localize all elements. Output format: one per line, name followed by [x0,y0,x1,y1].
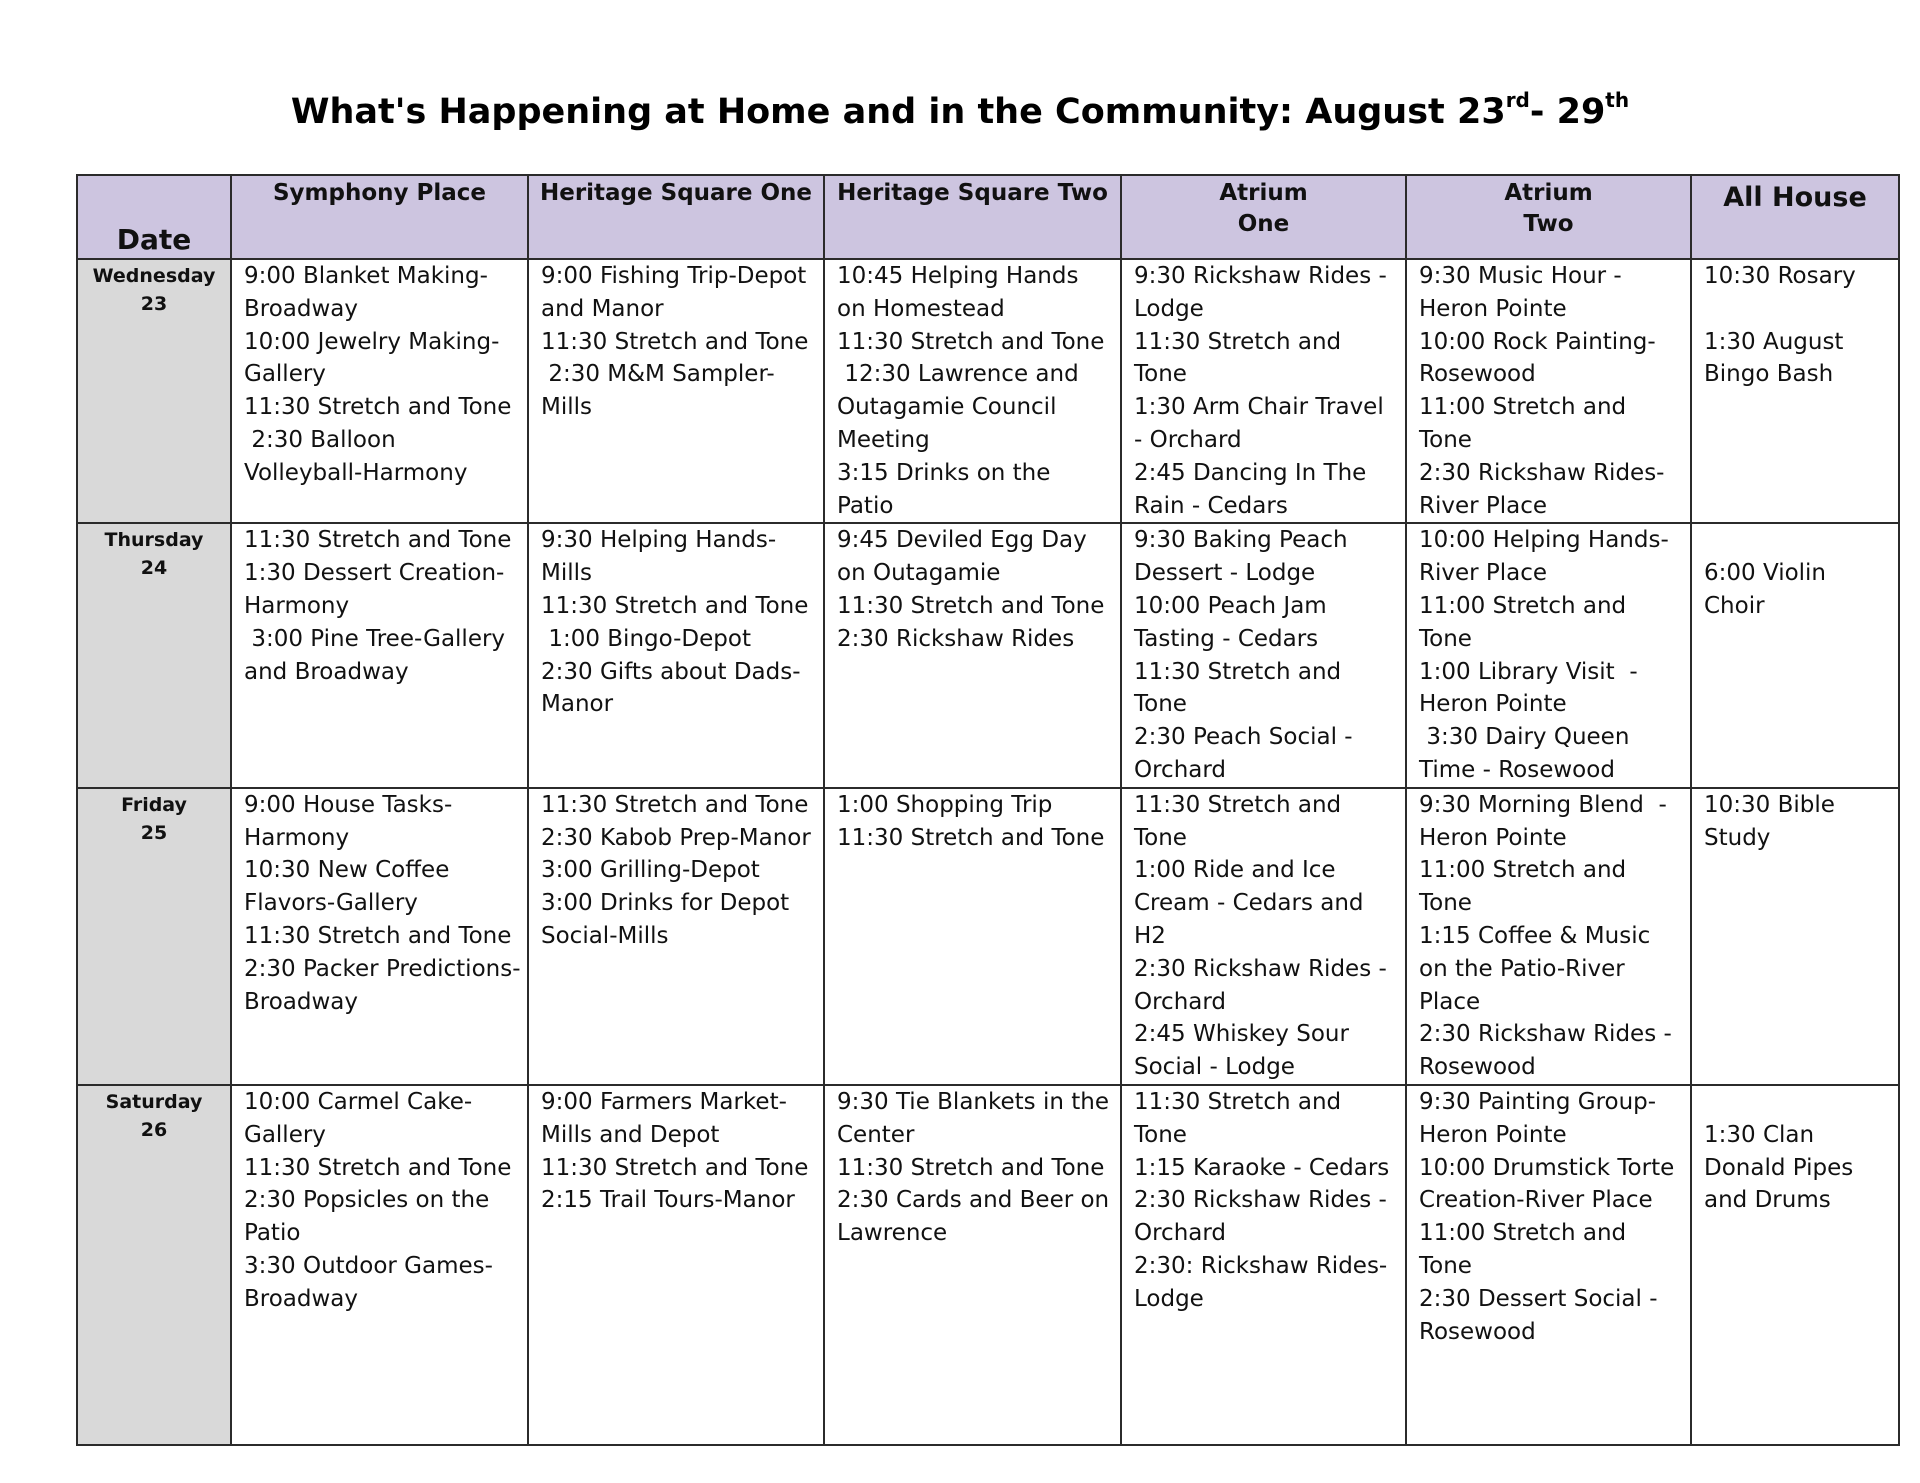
event-item: 9:30 Rickshaw Rides - Lodge [1134,263,1395,322]
date-column-header: Date [77,175,231,259]
schedule-cell [1121,788,1406,1085]
event-item: 11:00 Stretch and Tone [1419,592,1634,652]
event-item: 10:30 New Coffee Flavors-Gallery [244,857,457,917]
event-item: 9:45 Deviled Egg Day on Outagamie [837,527,1095,587]
event-item: 9:30 Baking Peach Dessert - Lodge [1134,527,1355,587]
schedule-cell [1691,788,1899,1085]
schedule-cell [231,1085,528,1445]
column-header-label: Heritage Square One [539,180,813,206]
event-item: 2:30 Rickshaw Rides - Orchard [1134,1187,1395,1247]
schedule-cell [231,788,528,1085]
event-item: 2:30 Popsicles on the Patio [244,1187,497,1247]
schedule-cell [528,1085,824,1445]
event-item: 1:00 Ride and Ice Cream - Cedars and H2 [1134,857,1371,949]
schedule-cell [1691,1085,1899,1445]
column-header-heritage-square-two [824,175,1121,259]
column-header-atrium-two [1406,175,1691,259]
event-item: 11:30 Stretch and Tone [837,328,1105,355]
title-main: What's Happening at Home and in the Community: August 23 [290,92,1506,132]
schedule-cell [1406,1085,1691,1445]
event-item: 2:30 Cards and Beer on Lawrence [837,1187,1117,1247]
schedule-cell [528,788,824,1085]
event-item: 1:30 Clan Donald Pipes and Drums [1704,1121,1861,1214]
schedule-cell [528,523,824,787]
title-range-end: - 29 [1529,92,1606,132]
event-item: 2:30 Gifts about Dads-Manor [541,658,801,718]
event-item: 3:00 Grilling-Depot [541,857,760,884]
column-header-symphony-place [231,175,528,259]
event-item: 6:00 Violin Choir [1704,560,1834,619]
schedule-cell [1406,523,1691,787]
day-number: 26 [140,1118,168,1141]
event-item: 2:30 Dessert Social - Rosewood [1419,1285,1665,1345]
event-item: 9:30 Music Hour - Heron Pointe [1419,263,1630,322]
day-name: Saturday [105,1090,203,1113]
event-item: 2:45 Whiskey Sour Social - Lodge [1134,1021,1357,1081]
event-item: 10:00 Helping Hands-River Place [1419,527,1669,587]
event-item: 10:00 Rock Painting-Rosewood [1419,328,1656,388]
event-item: 3:00 Pine Tree-Gallery and Broadway [244,625,513,685]
table-row-friday [77,788,1899,1085]
event-item: 2:30 Rickshaw Rides - Orchard [1134,955,1395,1015]
event-item: 1:15 Coffee & Music on the Patio-River Place [1419,922,1658,1015]
date-cell [77,1085,231,1445]
schedule-cell [1121,259,1406,523]
schedule-cell [824,259,1121,523]
event-item: 2:30 Kabob Prep-Manor [541,824,811,851]
event-item: 11:30 Stretch and Tone [244,922,512,949]
schedule-cell [1406,259,1691,523]
event-item: 3:30 Dairy Queen Time - Rosewood [1419,724,1637,783]
event-item: 11:30 Stretch and Tone [541,592,809,619]
event-item: 11:30 Stretch and Tone [837,592,1105,619]
schedule-cell [1691,523,1899,787]
column-header-heritage-square-one [528,175,824,259]
column-header-label: Heritage Square Two [837,180,1108,206]
schedule-cell [824,523,1121,787]
day-number: 24 [140,557,168,580]
event-item: 11:30 Stretch and Tone [837,1154,1105,1181]
event-item: 10:30 Bible Study [1704,791,1843,851]
event-item: 2:30 Balloon Volleyball-Harmony [244,426,468,486]
title-superscript-start: rd [1505,88,1530,112]
event-item: 11:30 Stretch and Tone [541,1154,809,1181]
event-item: 2:30 M&M Sampler-Mills [541,361,775,421]
event-item: 10:45 Helping Hands on Homestead [837,263,1086,322]
day-number: 25 [140,821,168,844]
event-item: 3:00 Drinks for Depot Social-Mills [541,890,797,949]
event-item: 2:45 Dancing In The Rain - Cedars [1134,459,1374,519]
event-item: 9:30 Tie Blankets in the Center [837,1088,1117,1148]
table-row-thursday [77,523,1899,787]
event-item: 11:30 Stretch and Tone [1134,658,1349,718]
event-item: 11:30 Stretch and Tone [541,328,809,355]
schedule-cell [1406,788,1691,1085]
event-item: 2:30 Rickshaw Rides-River Place [1419,459,1665,519]
event-item: 2:30 Rickshaw Rides [837,625,1075,652]
schedule-cell [1691,259,1899,523]
schedule-cell [1121,1085,1406,1445]
table-row-saturday [77,1085,1899,1445]
date-cell [77,259,231,523]
event-item: 11:30 Stretch and Tone [244,1154,512,1181]
schedule-cell [231,523,528,787]
event-item: 11:00 Stretch and Tone [1419,857,1634,917]
event-item: 10:00 Peach Jam Tasting - Cedars [1134,592,1335,652]
event-item: 2:30: Rickshaw Rides-Lodge [1134,1252,1388,1312]
event-item: 1:30 Dessert Creation-Harmony [244,560,505,619]
event-item: 1:00 Bingo-Depot [541,625,751,652]
day-name: Wednesday [92,265,216,287]
day-number: 23 [140,293,168,315]
event-item: 9:30 Morning Blend - Heron Pointe [1419,791,1675,851]
event-item: 11:30 Stretch and Tone [1134,791,1349,851]
event-item: 11:30 Stretch and Tone [541,791,809,818]
event-item: 11:00 Stretch and Tone [1419,394,1634,453]
date-cell [77,523,231,787]
event-item: 3:15 Drinks on the Patio [837,459,1058,519]
event-item: 2:30 Packer Predictions-Broadway [244,955,521,1015]
column-header-label: Atrium One [1219,180,1308,237]
title-superscript-end: th [1605,88,1630,112]
day-name: Friday [121,793,187,816]
event-item: 9:00 Farmers Market-Mills and Depot [541,1088,787,1148]
event-item: 3:30 Outdoor Games-Broadway [244,1252,493,1312]
schedule-table [76,174,1900,1446]
column-header-label: Symphony Place [272,180,487,206]
event-item: 9:00 House Tasks-Harmony [244,791,453,851]
event-item: 1:00 Shopping Trip [837,791,1053,818]
event-item: 11:30 Stretch and Tone [244,394,512,421]
event-item: 2:30 Rickshaw Rides - Rosewood [1419,1021,1680,1081]
event-item: 11:30 Stretch and Tone [837,824,1105,851]
event-item: 1:00 Library Visit - Heron Pointe [1419,658,1645,718]
schedule-cell [1121,523,1406,787]
event-item: 10:00 Jewelry Making-Gallery [244,328,500,388]
schedule-cell [231,259,528,523]
event-item: 9:00 Fishing Trip-Depot and Manor [541,263,814,322]
event-item: 9:30 Helping Hands-Mills [541,527,777,587]
event-item: 11:30 Stretch and Tone [244,527,512,554]
event-item: 11:00 Stretch and Tone [1419,1220,1634,1279]
event-item: 1:30 Arm Chair Travel - Orchard [1134,394,1392,453]
event-item: 2:15 Trail Tours-Manor [541,1187,795,1214]
column-header-label: All House [1723,182,1867,213]
column-header-all-house [1691,175,1899,259]
column-header-label: Atrium Two [1504,180,1593,237]
schedule-cell [824,788,1121,1085]
event-item: 1:15 Karaoke - Cedars [1134,1154,1390,1181]
event-item: 9:30 Painting Group-Heron Pointe [1419,1088,1657,1148]
page-title [0,90,1920,134]
event-item: 12:30 Lawrence and Outagamie Council Meeting [837,361,1086,453]
event-item: 10:00 Carmel Cake-Gallery [244,1088,473,1148]
event-item: 9:00 Blanket Making-Broadway [244,263,488,322]
event-item: 11:30 Stretch and Tone [1134,328,1349,388]
event-item: 10:30 Rosary [1704,263,1856,289]
event-item: 2:30 Peach Social - Orchard [1134,724,1360,783]
header-row [77,175,1899,259]
table-row-wednesday [77,259,1899,523]
event-item: 10:00 Drumstick Torte Creation-River Place [1419,1154,1682,1214]
date-cell [77,788,231,1085]
day-name: Thursday [104,529,204,552]
event-item: 1:30 August Bingo Bash [1704,328,1851,388]
column-header-atrium-one [1121,175,1406,259]
schedule-cell [824,1085,1121,1445]
schedule-cell [528,259,824,523]
event-item: 11:30 Stretch and Tone [1134,1088,1349,1148]
